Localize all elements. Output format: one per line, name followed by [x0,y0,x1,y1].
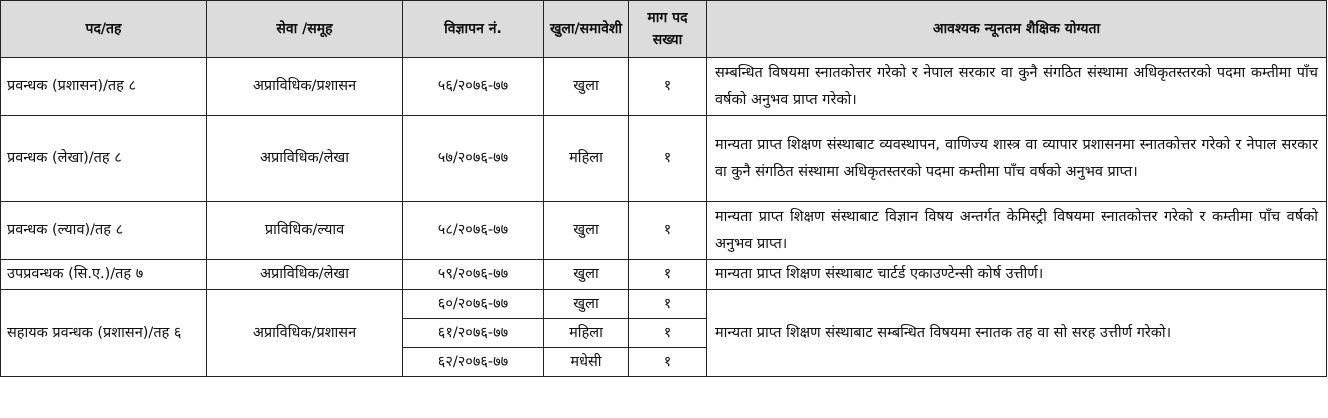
service-cell: अप्राविधिक/लेखा [207,116,403,202]
header-row [1,1,1327,58]
table-row [1,260,1327,290]
post-cell: उपप्रवन्धक (सि.ए.)/तह ७ [1,260,207,290]
count-cell: १ [629,58,707,116]
count-cell: १ [629,202,707,260]
post-cell: सहायक प्रवन्धक (प्रशासन)/तह ६ [1,290,207,377]
count-cell: १ [629,116,707,202]
type-cell: खुला [544,58,629,116]
table-row [1,58,1327,116]
type-cell: महिला [544,116,629,202]
header-qualification: आवश्यक न्यूनतम शैक्षिक योग्यता [707,1,1327,58]
table-row [1,202,1327,260]
count-cell: १ [629,319,707,348]
advert-cell: ५८/२०७६-७७ [403,202,544,260]
advert-cell: ६२/२०७६-७७ [403,348,544,377]
type-cell: खुला [544,202,629,260]
service-cell: अप्राविधिक/लेखा [207,260,403,290]
type-cell: खुला [544,260,629,290]
advert-cell: ५९/२०७६-७७ [403,260,544,290]
qualification-cell: मान्यता प्राप्त शिक्षण संस्थाबाट सम्बन्धित विषयमा स्नातक तह वा सो सरह उत्तीर्ण गरेको। [707,290,1327,377]
advert-cell: ५७/२०७६-७७ [403,116,544,202]
advert-cell: ६१/२०७६-७७ [403,319,544,348]
service-cell: अप्राविधिक/प्रशासन [207,58,403,116]
service-cell: प्राविधिक/ल्याव [207,202,403,260]
type-cell: मधेसी [544,348,629,377]
type-cell: खुला [544,290,629,319]
post-cell: प्रवन्धक (प्रशासन)/तह ८ [1,58,207,116]
count-cell: १ [629,290,707,319]
qualification-cell: मान्यता प्राप्त शिक्षण संस्थाबाट चार्टर्ड एकाउण्टेन्सी कोर्ष उत्तीर्ण। [707,260,1327,290]
table-row [1,116,1327,202]
advert-cell: ६०/२०७६-७७ [403,290,544,319]
header-demand-posts: माग पद सख्या [629,1,707,58]
post-cell: प्रवन्धक (ल्याव)/तह ८ [1,202,207,260]
count-cell: १ [629,348,707,377]
qualification-cell: सम्बन्धित विषयमा स्नातकोत्तर गरेको र नेपाल सरकार वा कुनै संगठित संस्थामा अधिकृतस्तरको पदमा कम्तीमा पाँच वर्षको अनुभव प्राप्त गरेको। [707,58,1327,116]
qualification-cell: मान्यता प्राप्त शिक्षण संस्थाबाट व्यवस्थापन, वाणिज्य शास्त्र वा व्यापार प्रशासनमा स्नातकोत्तर गरेको र नेपाल सरकार वा कुनै संगठित संस्थामा अधिकृतस्तरको पदमा कम्तीमा पाँच वर्षको अनुभव प्राप्त। [707,116,1327,202]
header-post-level: पद/तह [1,1,207,58]
post-cell: प्रवन्धक (लेखा)/तह ८ [1,116,207,202]
advert-cell: ५६/२०७६-७७ [403,58,544,116]
count-cell: १ [629,260,707,290]
header-service-group: सेवा /समूह [207,1,403,58]
qualification-cell: मान्यता प्राप्त शिक्षण संस्थाबाट विज्ञान विषय अन्तर्गत केमिस्ट्री विषयमा स्नातकोत्तर गरेको र कम्तीमा पाँच वर्षको अनुभव प्राप्त। [707,202,1327,260]
table-row [1,290,1327,319]
header-open-inclusive: खुला/समावेशी [544,1,629,58]
type-cell: महिला [544,319,629,348]
service-cell: अप्राविधिक/प्रशासन [207,290,403,377]
header-advert-no: विज्ञापन नं. [403,1,544,58]
